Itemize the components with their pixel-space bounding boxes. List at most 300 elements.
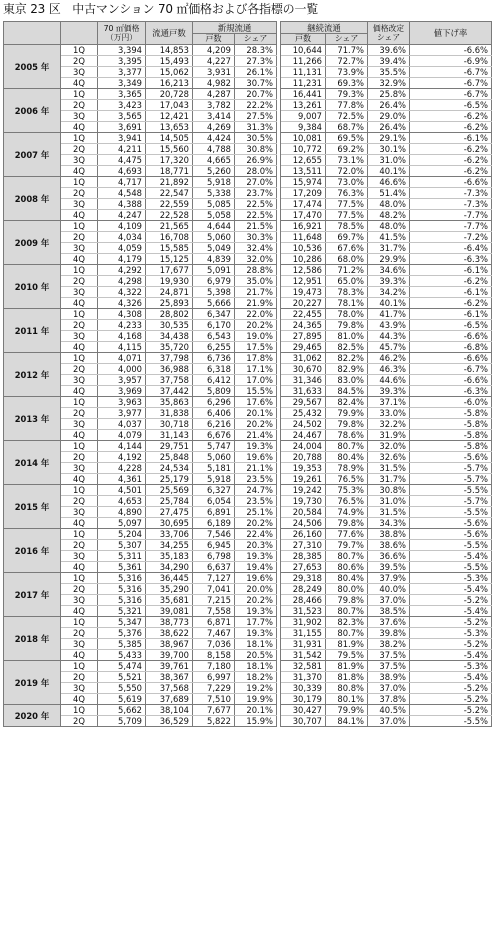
quarter-cell: 3Q [61,507,98,518]
new-share-cell: 21.5% [235,221,277,232]
table-row [4,573,492,584]
new-share-header: シェア [235,34,277,45]
cont-share-cell: 76.5% [326,474,368,485]
cont-count-cell: 28,466 [281,595,326,606]
table-row [4,353,492,364]
table-row [4,408,492,419]
price-cell: 3,349 [98,78,146,89]
new-share-cell: 21.1% [235,463,277,474]
new-share-cell: 22.4% [235,529,277,540]
cont-count-cell: 19,353 [281,463,326,474]
year-label: 2016 年 [4,529,61,573]
new-share-cell: 30.7% [235,78,277,89]
revise-share-cell: 40.1% [368,166,410,177]
cont-count-cell: 24,467 [281,430,326,441]
cont-count-cell: 13,511 [281,166,326,177]
cut-rate-cell: -5.2% [410,595,492,606]
quarter-cell: 2Q [61,672,98,683]
flow-cell: 14,853 [146,45,193,56]
table-row [4,683,492,694]
new-share-cell: 18.1% [235,639,277,650]
cont-share-cell: 69.3% [326,78,368,89]
table-row [4,188,492,199]
price-cell: 5,385 [98,639,146,650]
cont-share-cell: 72.5% [326,111,368,122]
table-row [4,342,492,353]
quarter-cell: 2Q [61,408,98,419]
new-count-cell: 5,918 [193,474,235,485]
quarter-header-cell [61,22,98,45]
year-label: 2005 年 [4,45,61,89]
table-row [4,584,492,595]
new-share-cell: 20.2% [235,595,277,606]
new-count-cell: 7,036 [193,639,235,650]
table-row [4,331,492,342]
revise-share-cell: 38.2% [368,639,410,650]
new-count-cell: 6,296 [193,397,235,408]
cut-rate-cell: -6.3% [410,254,492,265]
table-row [4,100,492,111]
quarter-cell: 3Q [61,639,98,650]
quarter-cell: 1Q [61,705,98,716]
revise-share-cell: 48.0% [368,199,410,210]
flow-cell: 29,751 [146,441,193,452]
quarter-cell: 1Q [61,89,98,100]
cont-share-cell: 73.1% [326,155,368,166]
year-label: 2017 年 [4,573,61,617]
quarter-cell: 3Q [61,683,98,694]
flow-cell: 22,547 [146,188,193,199]
price-cell: 4,717 [98,177,146,188]
price-cell: 4,693 [98,166,146,177]
new-share-cell: 17.0% [235,375,277,386]
revise-share-cell: 31.5% [368,463,410,474]
new-share-cell: 19.3% [235,441,277,452]
flow-cell: 24,534 [146,463,193,474]
cont-share-cell: 81.0% [326,331,368,342]
new-count-cell: 5,181 [193,463,235,474]
cont-count-cell: 19,730 [281,496,326,507]
cont-share-cell: 79.5% [326,650,368,661]
year-label: 2006 年 [4,89,61,133]
price-cell: 4,034 [98,232,146,243]
flow-cell: 25,179 [146,474,193,485]
quarter-cell: 4Q [61,210,98,221]
new-count-cell: 3,414 [193,111,235,122]
flow-cell: 22,559 [146,199,193,210]
price-cell: 4,168 [98,331,146,342]
flow-cell: 15,125 [146,254,193,265]
cut-rate-cell: -6.1% [410,133,492,144]
table-row [4,78,492,89]
new-share-cell: 20.2% [235,518,277,529]
cont-count-cell: 31,346 [281,375,326,386]
cont-share-cell: 79.8% [326,320,368,331]
table-row [4,144,492,155]
price-cell: 5,619 [98,694,146,705]
cont-share-cell: 80.7% [326,628,368,639]
price-header: 70 ㎡価格 （万円） [98,22,146,45]
new-share-cell: 19.4% [235,562,277,573]
cont-share-cell: 79.9% [326,408,368,419]
flow-cell: 39,761 [146,661,193,672]
new-count-cell: 5,666 [193,298,235,309]
quarter-cell: 3Q [61,331,98,342]
year-label: 2013 年 [4,397,61,441]
new-count-cell: 7,558 [193,606,235,617]
flow-cell: 18,771 [146,166,193,177]
table-row [4,650,492,661]
table-row [4,386,492,397]
cut-rate-cell: -6.2% [410,155,492,166]
flow-cell: 25,848 [146,452,193,463]
new-share-cell: 19.3% [235,551,277,562]
cont-count-cell: 31,155 [281,628,326,639]
new-share-cell: 23.7% [235,188,277,199]
new-count-cell: 7,127 [193,573,235,584]
price-cell: 5,709 [98,716,146,727]
revise-share-cell: 34.2% [368,287,410,298]
price-cell: 4,322 [98,287,146,298]
quarter-cell: 4Q [61,166,98,177]
new-count-cell: 7,215 [193,595,235,606]
revise-share-cell: 31.7% [368,243,410,254]
table-row [4,595,492,606]
price-cell: 5,347 [98,617,146,628]
price-cell: 5,316 [98,595,146,606]
table-row [4,320,492,331]
revise-share-cell: 37.5% [368,661,410,672]
cont-share-cell: 76.3% [326,188,368,199]
table-row [4,705,492,716]
cut-rate-cell: -5.5% [410,485,492,496]
flow-cell: 38,622 [146,628,193,639]
cont-share-cell: 68.7% [326,122,368,133]
year-label: 2012 年 [4,353,61,397]
new-count-cell: 7,180 [193,661,235,672]
cut-rate-cell: -6.1% [410,265,492,276]
revise-share-cell: 39.4% [368,56,410,67]
quarter-cell: 3Q [61,419,98,430]
table-row [4,397,492,408]
flow-cell: 24,871 [146,287,193,298]
price-cell: 4,326 [98,298,146,309]
revise-share-cell: 48.0% [368,221,410,232]
new-count-cell: 6,891 [193,507,235,518]
revise-share-cell: 38.9% [368,672,410,683]
new-share-cell: 26.9% [235,155,277,166]
cont-count-cell: 11,648 [281,232,326,243]
quarter-cell: 2Q [61,716,98,727]
price-cell: 3,395 [98,56,146,67]
table-row [4,661,492,672]
cont-share-cell: 78.0% [326,309,368,320]
table-row [4,177,492,188]
new-count-cell: 4,788 [193,144,235,155]
price-cell: 4,144 [98,441,146,452]
cut-rate-cell: -5.5% [410,562,492,573]
cut-rate-cell: -5.4% [410,672,492,683]
price-cell: 4,247 [98,210,146,221]
cut-rate-cell: -5.2% [410,617,492,628]
cut-rate-cell: -7.7% [410,221,492,232]
new-share-cell: 19.3% [235,628,277,639]
cut-rate-cell: -6.1% [410,309,492,320]
flow-cell: 21,892 [146,177,193,188]
revise-share-cell: 39.8% [368,628,410,639]
cont-share-cell: 82.4% [326,397,368,408]
quarter-cell: 4Q [61,342,98,353]
quarter-cell: 2Q [61,584,98,595]
price-cell: 5,321 [98,606,146,617]
new-count-cell: 7,229 [193,683,235,694]
flow-cell: 14,505 [146,133,193,144]
cont-count-cell: 20,788 [281,452,326,463]
new-share-cell: 21.4% [235,430,277,441]
table-row [4,232,492,243]
cont-count-cell: 15,974 [281,177,326,188]
new-count-cell: 6,736 [193,353,235,364]
new-count-cell: 5,091 [193,265,235,276]
new-share-cell: 22.5% [235,210,277,221]
cut-rate-cell: -6.4% [410,243,492,254]
quarter-cell: 3Q [61,111,98,122]
new-count-header: 戸数 [193,34,235,45]
revise-share-cell: 44.3% [368,331,410,342]
table-row [4,639,492,650]
price-cell: 3,941 [98,133,146,144]
new-count-cell: 6,054 [193,496,235,507]
table-row [4,562,492,573]
revise-share-cell: 34.3% [368,518,410,529]
cont-count-cell: 10,536 [281,243,326,254]
cut-rate-cell: -5.5% [410,540,492,551]
new-share-cell: 18.1% [235,661,277,672]
new-count-cell: 4,982 [193,78,235,89]
new-count-cell: 6,798 [193,551,235,562]
table-row [4,254,492,265]
cont-share-cell: 84.5% [326,386,368,397]
cont-share-cell: 69.2% [326,144,368,155]
table-row [4,199,492,210]
price-cell: 4,059 [98,243,146,254]
price-cell: 5,316 [98,573,146,584]
table-row [4,617,492,628]
cont-count-cell: 10,772 [281,144,326,155]
new-count-cell: 5,918 [193,177,235,188]
cut-rate-cell: -6.3% [410,386,492,397]
cont-count-cell: 10,081 [281,133,326,144]
revise-share-cell: 44.6% [368,375,410,386]
new-share-cell: 21.7% [235,287,277,298]
flow-cell: 35,681 [146,595,193,606]
quarter-cell: 1Q [61,45,98,56]
flow-cell: 39,081 [146,606,193,617]
quarter-cell: 1Q [61,529,98,540]
cont-share-cell: 76.5% [326,496,368,507]
new-count-cell: 6,871 [193,617,235,628]
flow-cell: 19,930 [146,276,193,287]
cont-count-cell: 31,633 [281,386,326,397]
flow-cell: 15,585 [146,243,193,254]
flow-cell: 17,677 [146,265,193,276]
new-share-cell: 31.3% [235,122,277,133]
cut-rate-cell: -5.4% [410,551,492,562]
continuing-count-header: 戸数 [281,34,326,45]
price-cell: 5,376 [98,628,146,639]
cont-count-cell: 16,441 [281,89,326,100]
quarter-cell: 1Q [61,573,98,584]
flow-cell: 25,569 [146,485,193,496]
cut-rate-cell: -6.6% [410,353,492,364]
revise-share-cell: 35.5% [368,67,410,78]
table-row [4,441,492,452]
flow-cell: 36,445 [146,573,193,584]
table-row [4,67,492,78]
new-share-cell: 20.1% [235,408,277,419]
flow-cell: 37,689 [146,694,193,705]
new-count-cell: 4,839 [193,254,235,265]
cont-count-cell: 9,384 [281,122,326,133]
new-count-cell: 4,644 [193,221,235,232]
cont-share-cell: 71.7% [326,45,368,56]
revise-share-cell: 26.4% [368,100,410,111]
revise-share-cell: 46.3% [368,364,410,375]
price-index-table [3,21,492,727]
cont-count-cell: 31,542 [281,650,326,661]
new-share-cell: 24.7% [235,485,277,496]
flow-cell: 38,104 [146,705,193,716]
quarter-cell: 1Q [61,309,98,320]
new-count-cell: 6,637 [193,562,235,573]
new-count-cell: 3,931 [193,67,235,78]
flow-cell: 39,700 [146,650,193,661]
cont-share-cell: 75.3% [326,485,368,496]
revise-share-header: 価格改定 シェア [368,22,410,45]
quarter-cell: 3Q [61,155,98,166]
price-cell: 4,361 [98,474,146,485]
quarter-cell: 1Q [61,265,98,276]
quarter-cell: 3Q [61,243,98,254]
table-row [4,155,492,166]
price-cell: 4,292 [98,265,146,276]
cont-share-cell: 82.3% [326,617,368,628]
price-cell: 4,109 [98,221,146,232]
new-share-cell: 19.2% [235,683,277,694]
quarter-cell: 3Q [61,375,98,386]
cont-share-cell: 72.0% [326,166,368,177]
cut-rate-cell: -5.4% [410,606,492,617]
quarter-cell: 3Q [61,287,98,298]
cut-rate-cell: -5.7% [410,496,492,507]
table-row [4,551,492,562]
cut-rate-cell: -6.2% [410,144,492,155]
revise-share-cell: 29.0% [368,111,410,122]
new-share-cell: 17.7% [235,617,277,628]
cut-rate-cell: -6.9% [410,56,492,67]
quarter-cell: 1Q [61,485,98,496]
table-row [4,430,492,441]
flow-cell: 35,290 [146,584,193,595]
cont-share-cell: 83.0% [326,375,368,386]
new-count-cell: 5,260 [193,166,235,177]
cont-share-cell: 81.9% [326,661,368,672]
new-share-cell: 15.9% [235,716,277,727]
quarter-cell: 1Q [61,661,98,672]
table-row [4,694,492,705]
cut-rate-cell: -5.2% [410,639,492,650]
cont-share-cell: 72.7% [326,56,368,67]
quarter-cell: 4Q [61,430,98,441]
revise-share-cell: 32.2% [368,419,410,430]
cont-share-cell: 80.6% [326,562,368,573]
year-label: 2020 年 [4,705,61,727]
cont-count-cell: 30,707 [281,716,326,727]
price-cell: 5,097 [98,518,146,529]
cut-rate-cell: -6.1% [410,287,492,298]
revise-share-cell: 32.6% [368,452,410,463]
flow-cell: 34,255 [146,540,193,551]
cont-count-cell: 27,895 [281,331,326,342]
quarter-cell: 2Q [61,56,98,67]
quarter-cell: 3Q [61,551,98,562]
cut-rate-cell: -6.6% [410,45,492,56]
quarter-cell: 3Q [61,67,98,78]
new-share-cell: 27.5% [235,111,277,122]
year-label: 2011 年 [4,309,61,353]
cut-rate-cell: -5.8% [410,441,492,452]
revise-share-cell: 36.6% [368,551,410,562]
cont-count-cell: 31,523 [281,606,326,617]
revise-share-cell: 51.4% [368,188,410,199]
price-cell: 4,192 [98,452,146,463]
flow-cell: 38,367 [146,672,193,683]
new-share-cell: 35.0% [235,276,277,287]
new-count-cell: 5,809 [193,386,235,397]
cont-share-cell: 79.3% [326,89,368,100]
cont-share-cell: 80.7% [326,441,368,452]
new-count-cell: 4,424 [193,133,235,144]
price-cell: 3,963 [98,397,146,408]
cut-rate-cell: -7.7% [410,210,492,221]
quarter-cell: 4Q [61,122,98,133]
flow-cell: 25,784 [146,496,193,507]
cut-rate-cell: -7.3% [410,188,492,199]
new-count-cell: 6,347 [193,309,235,320]
cont-share-cell: 84.1% [326,716,368,727]
flow-cell: 20,728 [146,89,193,100]
price-cell: 5,433 [98,650,146,661]
new-count-cell: 6,318 [193,364,235,375]
flow-cell: 37,442 [146,386,193,397]
new-share-cell: 20.1% [235,705,277,716]
new-count-cell: 6,216 [193,419,235,430]
cont-count-cell: 22,455 [281,309,326,320]
price-cell: 4,115 [98,342,146,353]
revise-share-cell: 38.8% [368,529,410,540]
revise-share-cell: 37.0% [368,595,410,606]
new-count-cell: 5,060 [193,452,235,463]
flow-cell: 25,893 [146,298,193,309]
new-count-cell: 5,060 [193,232,235,243]
new-share-cell: 22.2% [235,100,277,111]
new-share-cell: 23.5% [235,496,277,507]
quarter-cell: 1Q [61,397,98,408]
cont-count-cell: 30,339 [281,683,326,694]
quarter-cell: 4Q [61,518,98,529]
cont-share-cell: 74.9% [326,507,368,518]
quarter-cell: 4Q [61,606,98,617]
